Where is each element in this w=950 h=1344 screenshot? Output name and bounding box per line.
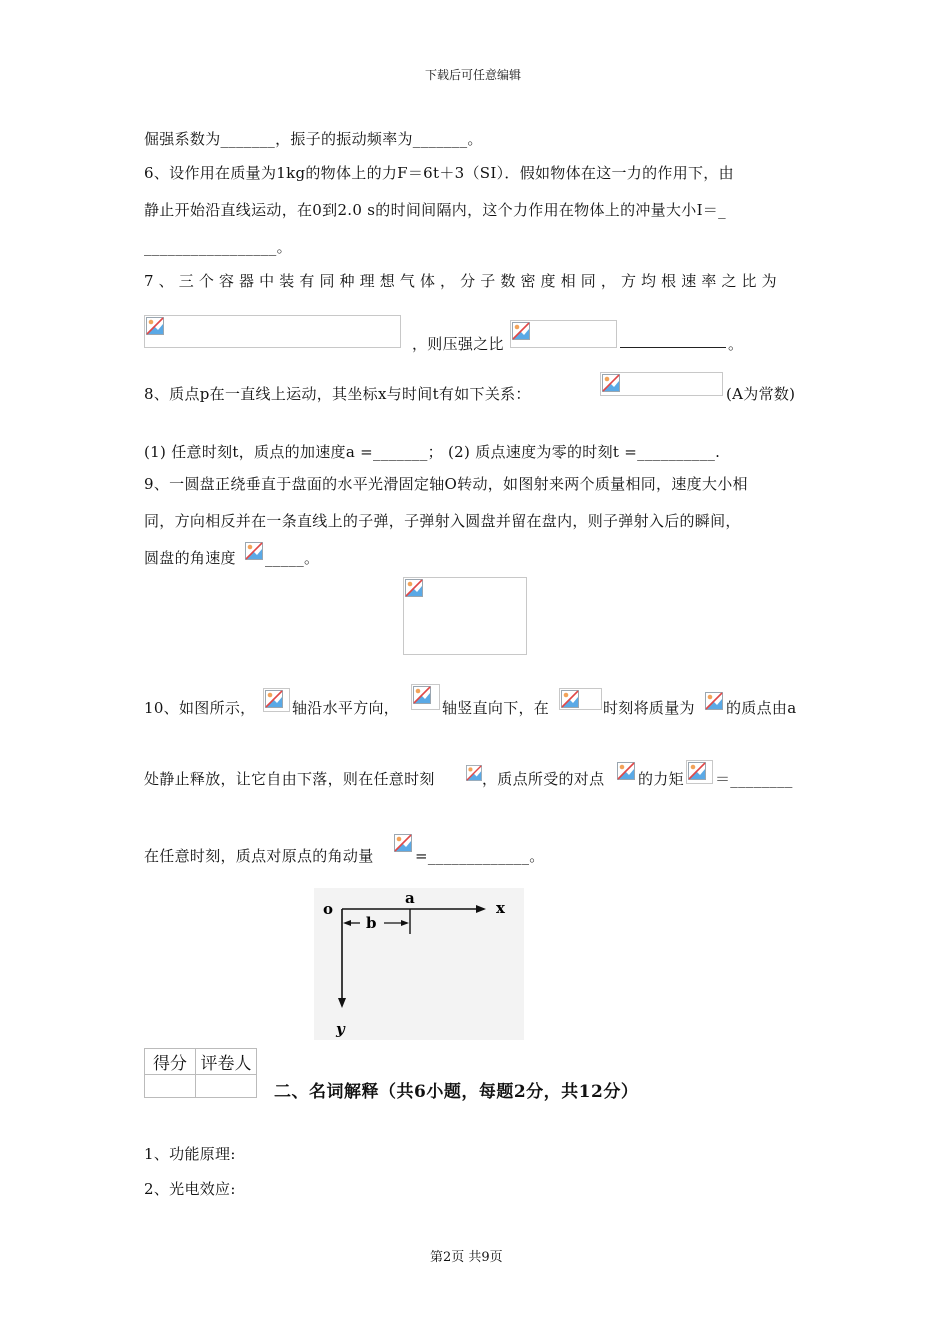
text-line: 同，方向相反并在一条直线上的子弹，子弹射入圆盘并留在盘内，则子弹射入后的瞬间，	[144, 512, 741, 530]
score-table	[144, 1048, 257, 1098]
formula-image	[411, 684, 440, 710]
question-1: 1、功能原理:	[144, 1145, 236, 1163]
formula-image	[705, 692, 725, 712]
broken-image-icon	[413, 686, 431, 704]
broken-image-icon	[466, 764, 482, 782]
broken-image-icon	[394, 834, 412, 852]
broken-image-icon	[265, 690, 283, 708]
formula-image	[263, 688, 290, 712]
text-line: 倔强系数为_______，振子的振动频率为_______。	[144, 130, 483, 148]
broken-image-icon	[617, 762, 635, 780]
grader-cell[interactable]	[196, 1075, 257, 1098]
text-line: 在任意时刻，质点对原点的角动量	[144, 847, 374, 865]
text-line: (1) 任意时刻t，质点的加速度a =_______； (2) 质点速度为零的时刻t =__________.	[144, 443, 721, 461]
text-line: _________________。	[144, 238, 292, 256]
text-line: =_____________。	[415, 847, 545, 865]
text-line: ＝________	[715, 770, 793, 788]
text-line: 圆盘的角速度	[144, 549, 236, 567]
page-footer: 第2页 共9页	[430, 1250, 503, 1265]
broken-image-icon	[688, 762, 706, 780]
formula-image	[394, 834, 414, 856]
broken-image-icon	[602, 374, 620, 392]
text-line: 。	[728, 335, 744, 353]
x-axis-label: x	[496, 899, 505, 917]
distance-b-label: b	[366, 914, 377, 932]
formula-image	[466, 764, 482, 784]
broken-image-icon	[705, 692, 723, 710]
broken-image-icon	[512, 322, 530, 340]
text-line: 时刻将质量为	[603, 699, 695, 717]
formula-image	[245, 542, 265, 562]
text-line: ，质点所受的对点	[482, 770, 605, 788]
text-line: 6、设作用在质量为1kg的物体上的力F＝6t＋3（SI）．假如物体在这一力的作用下，由	[144, 164, 734, 182]
text-line: 处静止释放，让它自由下落，则在任意时刻	[144, 770, 435, 788]
score-cell[interactable]	[145, 1075, 196, 1098]
answer-blank	[620, 333, 726, 348]
broken-image-icon	[146, 317, 164, 335]
text-line: 的质点由a	[726, 699, 797, 717]
page-header: 下载后可任意编辑	[425, 68, 522, 82]
question-2: 2、光电效应:	[144, 1180, 236, 1198]
formula-image	[686, 760, 713, 784]
text-line: 9、一圆盘正绕垂直于盘面的水平光滑固定轴O转动，如图射来两个质量相同，速度大小相	[144, 475, 748, 493]
section-title: 二、名词解释（共6小题，每题2分，共12分）	[274, 1082, 639, 1102]
broken-image-icon	[405, 579, 423, 597]
text-line: 10、如图所示，	[144, 699, 256, 717]
score-header: 得分	[145, 1049, 196, 1075]
formula-image	[617, 762, 637, 782]
text-line: 的力矩	[638, 770, 684, 788]
formula-image	[144, 315, 401, 348]
text-line: ，则压强之比	[412, 335, 504, 353]
coordinate-figure	[314, 888, 524, 1040]
text-line: _____。	[265, 549, 320, 567]
text-line: 8、质点p在一直线上运动，其坐标x与时间t有如下关系：	[144, 385, 531, 403]
y-axis-label: y	[336, 1020, 345, 1038]
grader-header: 评卷人	[196, 1049, 257, 1075]
point-a-label: a	[405, 889, 415, 907]
text-line: (A为常数)	[726, 385, 796, 403]
disk-figure-image	[403, 577, 527, 655]
origin-label: o	[323, 900, 334, 918]
broken-image-icon	[245, 542, 263, 560]
text-line: 轴竖直向下，在	[442, 699, 550, 717]
text-line: 静止开始沿直线运动，在0到2.0 s的时间间隔内，这个力作用在物体上的冲量大小I＝_	[144, 201, 726, 219]
text-line: 7、三个容器中装有同种理想气体，分子数密度相同，方均根速率之比为	[144, 272, 782, 290]
formula-image	[510, 320, 617, 348]
text-line: 轴沿水平方向，	[292, 699, 400, 717]
formula-image	[559, 688, 602, 710]
broken-image-icon	[561, 690, 579, 708]
formula-image	[600, 372, 723, 396]
